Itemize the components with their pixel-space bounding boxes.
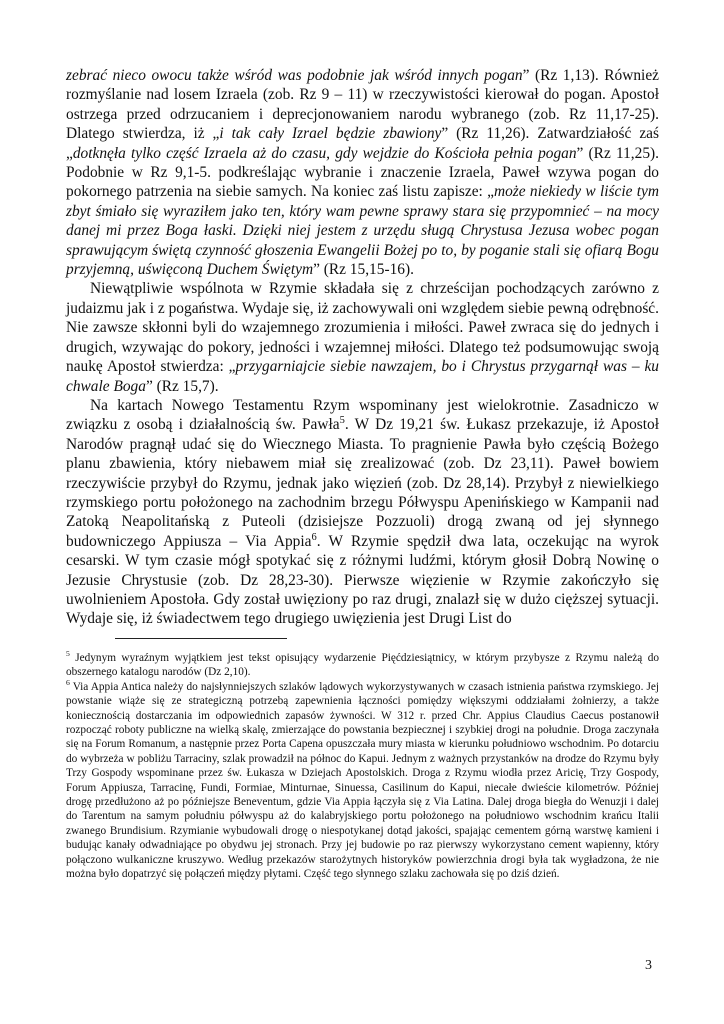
footnote-6 <box>66 680 659 882</box>
page-number: 3 <box>645 958 652 973</box>
paragraph-1 <box>66 66 659 279</box>
text-span: . W Dz 19,21 św. Łukasz przekazuje, iż Apostoł Narodów pragnął udać się do Wiecznego Miasta. To pragnienie Pawła było częścią Bożego planu zbawienia, który niebawem miał się zrealizować (zob. Dz 23,11). Paweł bowiem rzeczywiście przybył do Rzymu, jednak jako więzień (zob. Dz 28,14). Przybył z niewielkiego rzymskiego portu położonego na zachodnim brzegu Półwyspu Apenińskiego w Kampanii nad Zatoką Neapolitańską z Puteoli (dzisiejsze Pozzuoli) drogą zwaną od jej słynnego budowniczego Appiusza – Via Appia <box>66 416 660 550</box>
footnote-marker: 6 <box>66 678 70 688</box>
paragraph-2 <box>66 279 659 395</box>
text-span: ” (Rz 15,7). <box>145 377 219 395</box>
footnote-marker: 5 <box>66 649 70 659</box>
footnotes <box>66 651 659 882</box>
quote-text: może niekiedy w liście tym zbyt śmiało się wyraziłem jako ten, który wam pewne sprawy stara się przypomnieć – na mocy danej mi przez Boga łaski. Dzięki niej jestem z urzędu sługą Chrystusa Jezusa wobec pogan sprawującym świętą czynność głoszenia Ewangelii Bożej po to, by poganie stali się ofiarą Bogu przyjemną, uświęconą Duchem Świętym <box>66 183 659 279</box>
footnote-text: Via Appia Antica należy do najsłynniejszych szlaków lądowych wykorzystywanych w czasach istnienia państwa rzymskiego. Jej powstanie wiąże się ze strategiczną potrzebą zapewnienia łączności pomiędzy większymi oddziałami żołnierzy, a także koniecznością dostarczania im odpowiednich zapasów żywności. W 312 r. przed Chr. Appius Claudius Caecus postanowił rozpocząć roboty publiczne na wielką skalę, zmierzające do powstania bezpiecznej i szybkiej drogi na południe. Droga zaczynała się na Forum Romanum, a następnie przez Porta Capena opuszczała mury miasta w kierunku południowo wschodnim. Po dotarciu do wybrzeża w pobliżu Tarraciny, szlak prowadził na północ do Kapui. Jednym z ważnych przystanków na drodze do Rzymu były Trzy Gospody wspominane przez św. Łukasza w Dziejach Apostolskich. Droga z Rzymu wiodła przez Aricię, Trzy Gospody, Forum Appiusza, Tarracinę, Fundi, Formiae, Minturnae, Sinuessa, Casilinum do Kapui, niecałe dwieście kilometrów. Później drogę przedłużono aż po późniejsze Beneventum, gdzie Via Appia łączyła się z Via Latina. Dalej droga biegła do Wenuzji i dalej do Tarentum na samym południu półwyspu aż do kalabryjskiego portu położonego na południowo wschodnim krańcu Italii zwanego Brundisium. Rzymianie wybudowali drogę o niespotykanej dotąd jakości, spajając cementem górną warstwę kamieni i budując kanały odwadniające po obydwu jej stronach. Przy jej budowie po raz pierwszy wykorzystano cement wapienny, który połączono wulkaniczne kruszywo. Według przekazów starożytnych historyków powierzchnia drogi była tak wygładzona, że nie można było dopatrzyć się połączeń między płytami. Część tego słynnego szlaku zachowała się po dziś dzień. <box>66 680 659 881</box>
footnote-5 <box>66 651 659 680</box>
text-span: ” (Rz 15,15-16). <box>313 261 414 279</box>
footnote-ref-6[interactable]: 6 <box>311 531 317 543</box>
text-span: ” (Rz 1,13). Również rozmyślanie nad losem Izraela (zob. Rz 9 – 11) w rzeczywistości kierował do pogan. Apostoł ostrzega przed odrzucaniem i deprecjonowaniem narodu wybranego (zob. Rz 11,17-25). Dlatego stwierdza, iż „ <box>66 67 659 143</box>
quote-text: zebrać nieco owocu także wśród was podobnie jak wśród innych pogan <box>66 67 523 84</box>
footnote-ref-5[interactable]: 5 <box>339 415 345 427</box>
footnote-separator <box>115 638 287 639</box>
paragraph-3 <box>66 396 659 629</box>
footnote-text: Jedynym wyraźnym wyjątkiem jest tekst opisujący wydarzenie Pięćdziesiątnicy, w którym przybysze z Rzymu należą do obszernego katalogu narodów (Dz 2,10). <box>66 652 659 679</box>
text-span: ” (Rz 11,26). Zatwardziałość zaś „ <box>66 125 659 162</box>
text-span: . W Rzymie spędził dwa lata, oczekując na wyrok cesarski. W tym czasie mógł spotykać się z różnymi ludźmi, którym głosił Dobrą Nowinę o Jezusie Chrystusie (zob. Dz 28,23-30). Pierwsze więzienie w Rzymie zakończyło się uwolnieniem Apostoła. Gdy został uwięziony po raz drugi, znalazł się w dużo cięższej sytuacji. Wydaje się, iż świadectwem tego drugiego uwięzienia jest Drugi List do <box>66 532 660 628</box>
text-span: Na kartach Nowego Testamentu Rzym wspominany jest wielokrotnie. Zasadniczo w związku z osobą i działalnością św. Pawła <box>66 396 659 434</box>
quote-text: i tak cały Izrael będzie zbawiony <box>219 125 442 143</box>
quote-text: przygarniajcie siebie nawzajem, bo i Chrystus przygarnął was – ku chwale Boga <box>66 358 660 395</box>
text-span: ” (Rz 11,25). Podobnie w Rz 9,1-5. podkreślając wybranie i znaczenie Izraela, Paweł wzywa pogan do pokornego patrzenia na siebie samych. Na koniec zaś listu zapisze: „ <box>66 144 659 201</box>
main-text <box>66 66 659 629</box>
quote-text: dotknęła tylko część Izraela aż do czasu, gdy wejdzie do Kościoła pełnia pogan <box>72 144 577 162</box>
text-span: Niewątpliwie wspólnota w Rzymie składała się z chrześcijan pochodzących zarówno z judaizmu jak i z pogaństwa. Wydaje się, iż zachowywali oni względem siebie pewną odrębność. Nie zawsze skłonni byli do wzajemnego zrozumienia i miłości. Paweł zwraca się do jednych i drugich, wzywając do pokory, jedności i wzajemnej miłości. Dlatego też podsumowując swoją naukę Apostoł stwierdza: „ <box>66 280 659 376</box>
